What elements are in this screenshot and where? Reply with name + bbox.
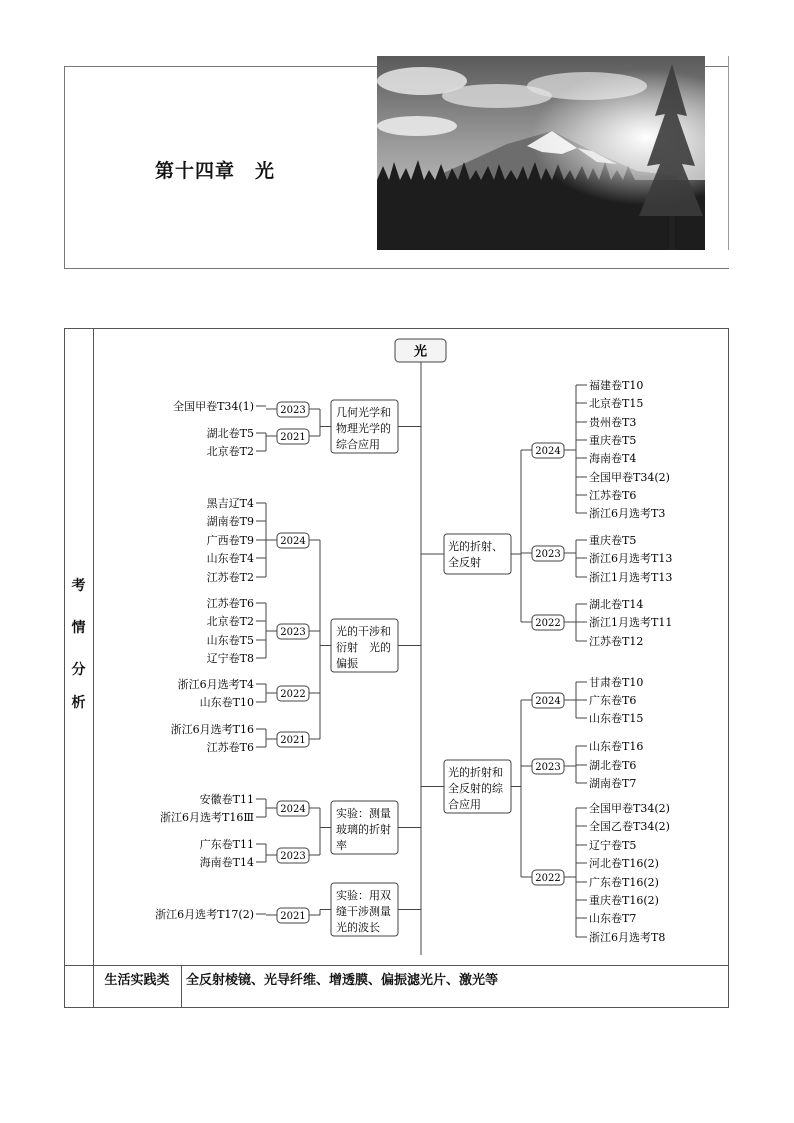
- exam-item: 重庆卷T5: [589, 534, 637, 547]
- topic-label-line: 全反射: [448, 556, 481, 569]
- exam-item: 北京卷T2: [206, 445, 254, 458]
- topic-label-line: 实验：测量: [336, 807, 391, 820]
- exam-item: 甘肃卷T10: [589, 676, 644, 689]
- exam-item: 浙江6月选考T17(2): [155, 908, 254, 921]
- exam-item: 重庆卷T16(2): [589, 894, 659, 907]
- topic-label-line: 玻璃的折射: [336, 823, 391, 836]
- exam-item: 山东卷T10: [199, 696, 254, 709]
- exam-item: 福建卷T10: [589, 379, 644, 392]
- exam-item: 安徽卷T11: [199, 793, 254, 806]
- exam-item: 江苏卷T12: [589, 635, 644, 648]
- exam-item: 辽宁卷T5: [589, 839, 637, 852]
- exam-item: 广西卷T9: [206, 534, 254, 547]
- year-badge-label: 2023: [280, 627, 306, 638]
- exam-item: 辽宁卷T8: [206, 652, 254, 665]
- root-node-label: 光: [413, 344, 428, 360]
- year-badge-label: 2021: [280, 911, 306, 922]
- exam-item: 黑吉辽T4: [206, 497, 254, 510]
- side-label-char: 情: [71, 620, 86, 636]
- year-badge-label: 2024: [280, 804, 306, 815]
- exam-item: 山东卷T5: [206, 634, 254, 647]
- topic-label-line: 光的波长: [336, 921, 380, 934]
- exam-item: 浙江6月选考T3: [589, 507, 666, 520]
- side-label-char: 分: [71, 662, 86, 678]
- side-label-char: 析: [71, 695, 86, 711]
- exam-item: 贵州卷T3: [589, 416, 637, 429]
- exam-item: 湖北卷T5: [206, 427, 254, 440]
- exam-item: 湖南卷T7: [589, 777, 637, 790]
- exam-item: 海南卷T4: [589, 452, 637, 465]
- topic-label-line: 全反射的综: [448, 782, 503, 795]
- exam-item: 山东卷T4: [206, 552, 254, 565]
- year-badge-label: 2024: [535, 696, 561, 707]
- exam-item: 浙江6月选考T13: [589, 552, 673, 565]
- exam-item: 江苏卷T2: [206, 571, 254, 584]
- year-badge-label: 2024: [535, 446, 561, 457]
- side-label-char: 考: [71, 578, 86, 594]
- topic-label-line: 偏振: [336, 657, 358, 670]
- exam-item: 全国甲卷T34(2): [589, 802, 670, 815]
- exam-item: 江苏卷T6: [589, 489, 637, 502]
- chapter-title: 第十四章 光: [155, 160, 276, 182]
- year-badge-label: 2021: [280, 735, 306, 746]
- year-badge-label: 2022: [535, 873, 561, 884]
- exam-item: 江苏卷T6: [206, 597, 254, 610]
- topic-label-line: 合应用: [448, 798, 481, 811]
- exam-item: 浙江1月选考T11: [589, 616, 673, 629]
- topic-label-line: 光的折射、: [448, 540, 503, 553]
- exam-item: 全国甲卷T34(2): [589, 471, 670, 484]
- exam-item: 河北卷T16(2): [589, 857, 659, 870]
- exam-item: 广东卷T6: [589, 694, 637, 707]
- year-badge-label: 2023: [535, 549, 561, 560]
- exam-item: 全国乙卷T34(2): [589, 820, 670, 833]
- topic-label-line: 率: [336, 839, 347, 852]
- year-badge-label: 2024: [280, 536, 306, 547]
- exam-item: 北京卷T15: [589, 397, 644, 410]
- exam-item: 浙江6月选考T16Ⅲ: [160, 811, 254, 824]
- year-badge-label: 2022: [280, 689, 306, 700]
- topic-label-line: 物理光学的: [336, 422, 391, 435]
- topic-label-line: 衍射 光的: [336, 641, 391, 654]
- exam-item: 浙江6月选考T4: [177, 678, 254, 691]
- exam-item: 湖南卷T9: [206, 515, 254, 528]
- exam-item: 广东卷T11: [199, 838, 254, 851]
- exam-item: 湖北卷T6: [589, 759, 637, 772]
- exam-item: 广东卷T16(2): [589, 876, 659, 889]
- exam-item: 全国甲卷T34(1): [173, 400, 254, 413]
- exam-item: 山东卷T15: [589, 712, 644, 725]
- year-badge-label: 2023: [280, 851, 306, 862]
- exam-item: 江苏卷T6: [206, 741, 254, 754]
- topic-label-line: 光的干涉和: [336, 625, 391, 638]
- topic-label-line: 实验：用双: [336, 889, 391, 902]
- exam-item: 海南卷T14: [199, 856, 254, 869]
- exam-item: 浙江1月选考T13: [589, 571, 673, 584]
- topic-label-line: 几何光学和: [336, 406, 391, 419]
- exam-item: 浙江6月选考T16: [170, 723, 254, 736]
- year-badge-label: 2023: [280, 405, 306, 416]
- year-badge-label: 2021: [280, 432, 306, 443]
- topic-label-line: 综合应用: [336, 438, 380, 451]
- exam-item: 浙江6月选考T8: [589, 931, 666, 944]
- footer-category: 生活实践类: [104, 973, 170, 988]
- exam-item: 湖北卷T14: [589, 598, 644, 611]
- topic-label-line: 光的折射和: [448, 766, 503, 779]
- exam-item: 北京卷T2: [206, 615, 254, 628]
- exam-item: 山东卷T7: [589, 912, 637, 925]
- exam-item: 重庆卷T5: [589, 434, 637, 447]
- year-badge-label: 2023: [535, 762, 561, 773]
- exam-item: 山东卷T16: [589, 740, 644, 753]
- footer-content: 全反射棱镜、光导纤维、增透膜、偏振滤光片、激光等: [186, 973, 499, 988]
- year-badge-label: 2022: [535, 618, 561, 629]
- topic-label-line: 缝干涉测量: [336, 905, 391, 918]
